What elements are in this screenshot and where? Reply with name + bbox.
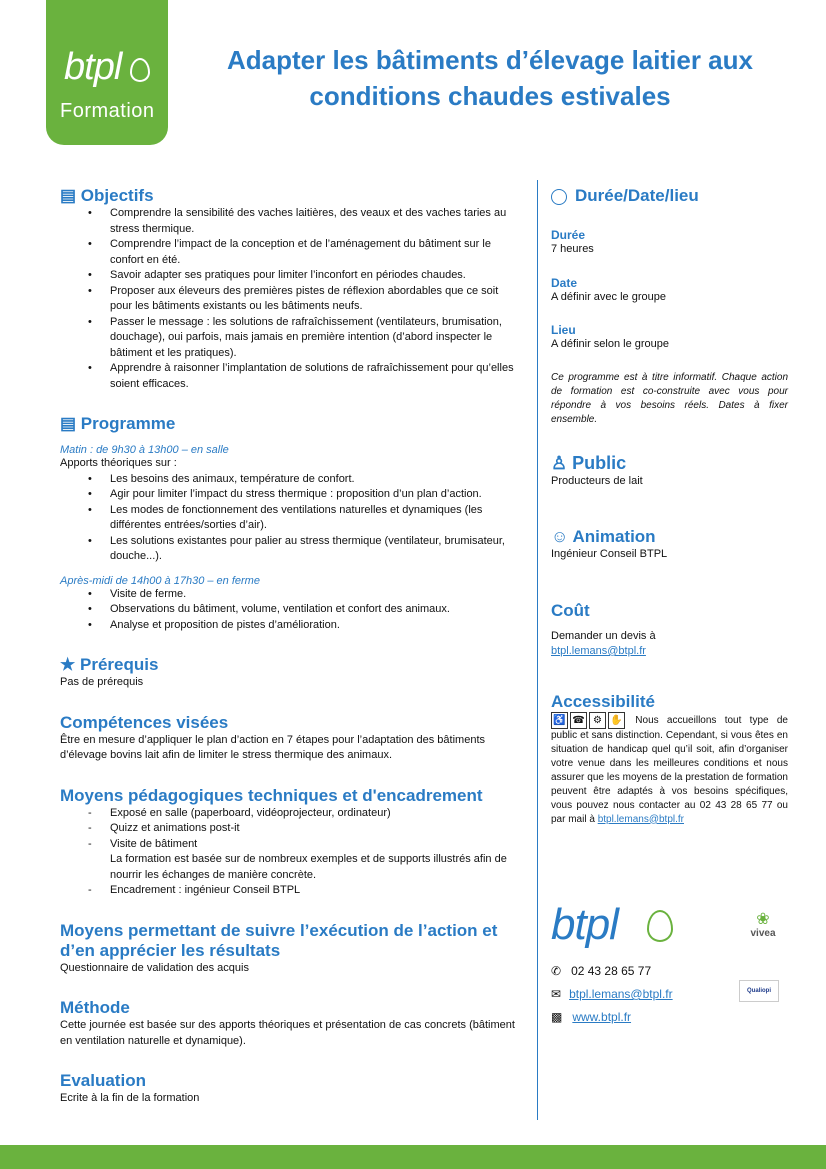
list-item: • Comprendre l’impact de la conception et de l’aménagement du bâtiment sur le confort en été.: [110, 237, 515, 268]
section-prerequis-heading: ★ Prérequis: [60, 655, 159, 674]
public-value: Producteurs de lait: [551, 474, 643, 487]
list-item: - Exposé en salle (paperboard, vidéoprojecteur, ordinateur): [110, 806, 515, 822]
cout-value: Demander un devis à: [551, 629, 656, 642]
web-row: [551, 1010, 631, 1024]
leaf-icon: ❀: [756, 911, 770, 928]
sign-language-icon: ✋: [608, 712, 625, 729]
lieu-label: Lieu: [551, 323, 576, 337]
matin-title: Matin : de 9h30 à 13h00 – en salle: [60, 444, 229, 456]
drop-icon: [130, 58, 150, 82]
info-note: Ce programme est à titre informatif. Chaque action de formation est co-construite avec vous pour répondre à vos besoins réels. Dates à fixer ensemble.: [551, 371, 788, 425]
list-item: • Observations du bâtiment, volume, ventilation et confort des animaux.: [110, 602, 515, 618]
left-column: [60, 186, 515, 1107]
aprem-list: [60, 587, 515, 634]
section-programme-heading: ▤ Programme: [60, 414, 176, 433]
list-item: - Encadrement : ingénieur Conseil BTPL: [110, 883, 515, 899]
cout-email-link[interactable]: btpl.lemans@btpl.fr: [551, 645, 646, 657]
accessibilite-text: ♿ ☎ ⚙ ✋ Nous accueillons tout type de public et sans distinction. Cependant, si vous êtes en situation de handicap quel qu’il soit, afin d’organiser votre venue dans les meilleures conditions et nous assurer que les moyens de la prestation de formation peuvent être adaptés à vos besoins spécifiques, vous pouvez nous contacter au 02 43 28 65 77 ou par mail à btpl.lemans@btpl.fr: [551, 712, 788, 827]
book-icon: ▤: [60, 414, 77, 433]
duree-label: Durée: [551, 228, 586, 242]
methode-text: Cette journée est basée sur des apports théoriques et présentation de cas concrets (bâtiment en ventilation naturelle et dynamique).: [60, 1019, 515, 1047]
list-item: • Les besoins des animaux, température de confort.: [110, 472, 515, 488]
email-row: [551, 987, 673, 1001]
section-moyens-heading: Moyens pédagogiques techniques et d'encadrement: [60, 785, 483, 805]
list-item: • Les modes de fonctionnement des ventilations naturelles et dynamiques (les différentes entrées/sorties d’air).: [110, 503, 515, 534]
logo-brand-text: btpl: [64, 46, 122, 88]
prerequis-text: Pas de prérequis: [60, 676, 144, 688]
section-cout-heading: Coût: [551, 600, 590, 620]
column-divider: [537, 180, 538, 1120]
section-competences-heading: Compétences visées: [60, 712, 229, 732]
brand-logo: [46, 0, 168, 145]
suivi-text: Questionnaire de validation des acquis: [60, 961, 249, 974]
section-methode-heading: Méthode: [60, 998, 130, 1017]
list-item: • Proposer aux éleveurs des premières pistes de réflexion abordables que ce soit pour les bâtiments existants ou les bâtiments neufs.: [110, 284, 515, 315]
list-item: • Passer le message : les solutions de rafraîchissement (ventilateurs, brumisation, douchage), oui parfois, mais jamais en première intention (d’abord inspecter le bâtiment et les pratiques).: [110, 315, 515, 362]
section-objectifs-heading: ▤ Objectifs: [60, 186, 154, 205]
wheelchair-icon: ♿: [551, 712, 568, 729]
date-label: Date: [551, 275, 578, 290]
email-link[interactable]: btpl.lemans@btpl.fr: [569, 987, 673, 1001]
list-item: • Comprendre la sensibilité des vaches laitières, des veaux et des vaches taries au stress thermique.: [110, 206, 515, 237]
matin-list: [60, 472, 515, 565]
section-suivi-heading: Moyens permettant de suivre l’exécution de l’action et d’en apprécier les résultats: [60, 920, 498, 960]
duree-value: 7 heures: [551, 243, 594, 255]
mental-icon: ⚙: [589, 712, 606, 729]
list-item: • Analyse et proposition de pistes d’amélioration.: [110, 618, 515, 634]
aprem-title: Après-midi de 14h00 à 17h30 – en ferme: [60, 574, 260, 587]
drop-icon: [647, 910, 673, 942]
moyens-list: [60, 806, 515, 899]
star-icon: ★: [60, 655, 76, 674]
lieu-value: A définir selon le groupe: [551, 338, 670, 350]
hearing-icon: ☎: [570, 712, 587, 729]
list-item: • Apprendre à raisonner l’implantation de solutions de rafraîchissement pour qu’elles soient efficaces.: [110, 361, 515, 392]
mail-icon: ✉: [551, 987, 562, 1001]
smile-icon: ☺: [551, 527, 569, 546]
list-item: • Visite de ferme.: [110, 587, 515, 603]
btpl-footer-logo: btpl: [551, 900, 681, 960]
accessibilite-email-link[interactable]: btpl.lemans@btpl.fr: [597, 813, 684, 825]
web-link[interactable]: www.btpl.fr: [572, 1010, 632, 1024]
matin-intro: Apports théoriques sur :: [60, 457, 177, 469]
phone-number: 02 43 28 65 77: [571, 964, 652, 978]
right-column: [551, 186, 788, 827]
section-public-heading: ♙ Public: [551, 452, 627, 473]
list-item: • Les solutions existantes pour palier au stress thermique (ventilateur, brumisateur, douche...).: [110, 534, 515, 565]
phone-row: [551, 964, 651, 978]
logo-sub-text: Formation: [60, 100, 155, 122]
page-title: Adapter les bâtiments d’élevage laitier aux conditions chaudes estivales: [227, 45, 753, 111]
competences-text: Être en mesure d’appliquer le plan d’action en 7 étapes pour l’adaptation des bâtiments d’élevage bovins lait afin de limiter le stress thermique des animaux.: [60, 733, 485, 761]
animation-value: Ingénieur Conseil BTPL: [551, 548, 668, 560]
people-icon: ♙: [551, 452, 568, 473]
computer-icon: ▩: [551, 1010, 563, 1024]
objectifs-list: [60, 206, 515, 392]
list-item: - Quizz et animations post-it: [110, 821, 515, 837]
date-value: A définir avec le groupe: [551, 290, 666, 303]
list-item: • Agir pour limiter l’impact du stress thermique : proposition d’un plan d’action.: [110, 487, 515, 503]
section-evaluation-heading: Evaluation: [60, 1071, 146, 1090]
section-accessibilite-heading: Accessibilité: [551, 691, 655, 711]
evaluation-text: Ecrite à la fin de la formation: [60, 1092, 200, 1104]
qualiopi-logo: Qualiopi: [739, 980, 779, 1002]
list-item: - Visite de bâtiment La formation est basée sur de nombreux exemples et de supports illustrés afin de nourrir les échanges de manière concrète.: [110, 837, 515, 884]
section-duree-heading: Durée/Date/lieu: [551, 186, 788, 206]
book-icon: ▤: [60, 186, 77, 205]
visite-note: La formation est basée sur de nombreux exemples et de supports illustrés afin de nourrir les échanges de manière concrète.: [110, 853, 507, 881]
list-item: • Savoir adapter ses pratiques pour limiter l’inconfort en périodes chaudes.: [110, 268, 515, 284]
clock-icon: [551, 189, 567, 205]
section-animation-heading: ☺ Animation: [551, 527, 656, 546]
phone-icon: ✆: [551, 964, 562, 978]
footer-bar: [0, 1145, 826, 1169]
vivea-logo: ❀ vivea: [742, 912, 784, 948]
